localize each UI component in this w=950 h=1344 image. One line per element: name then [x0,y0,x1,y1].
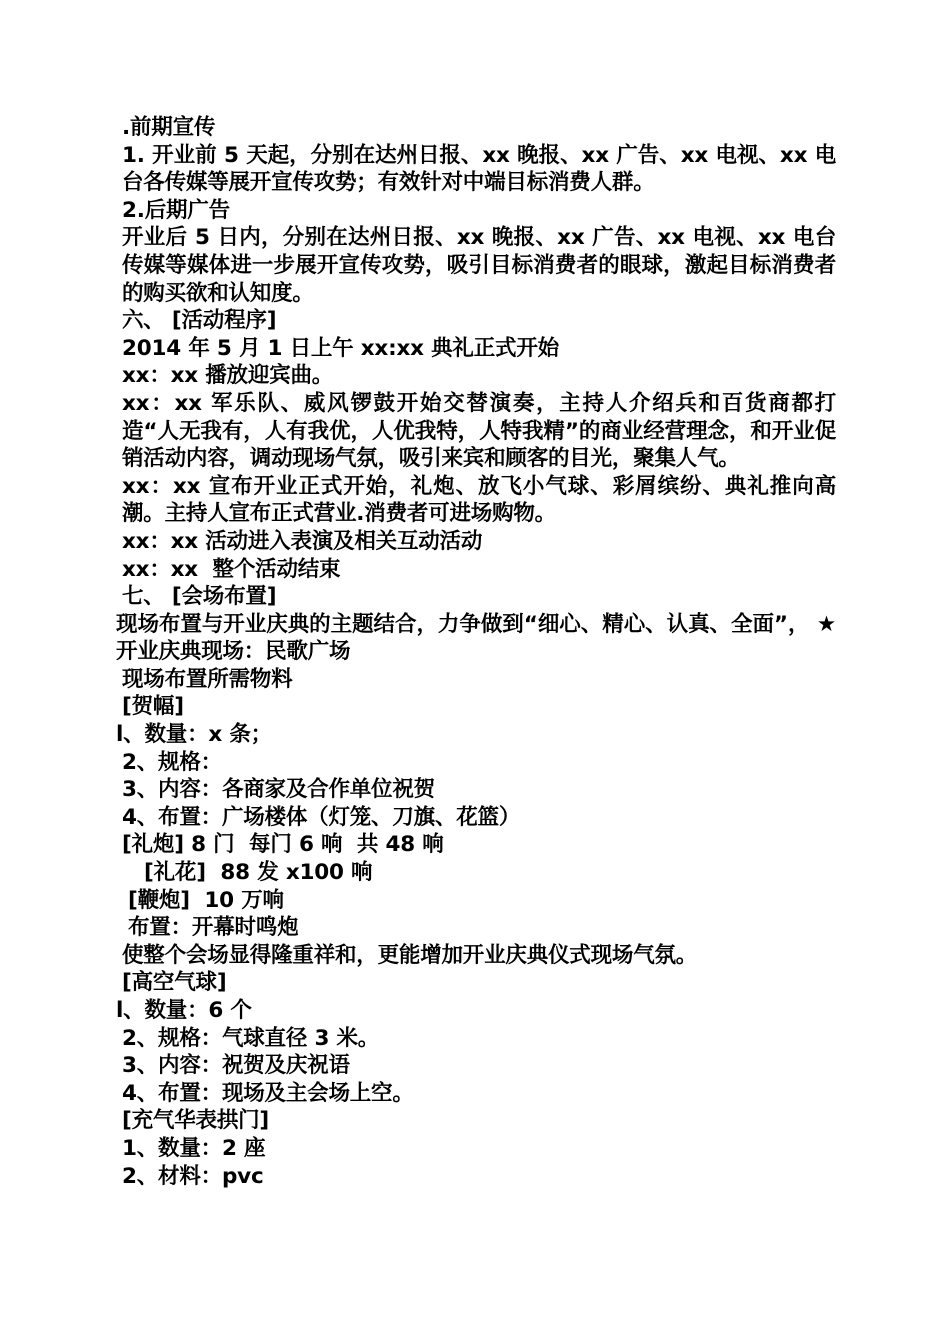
text-line: 3、内容：各商家及合作单位祝贺 [122,777,435,803]
text-line: 1、数量：2 座 [122,1135,266,1161]
document-body [116,114,836,1190]
text-paragraph: 开业后 5 日内，分别在达州日报、xx 晚报、xx 广告、xx 电视、xx 电台传媒等媒体进一步展开宣传攻势，吸引目标消费者的眼球，激起目标消费者的购买欲和认知度。 [122,225,836,306]
text-line: 2014 年 5 月 1 日上午 xx:xx 典礼正式开始 [122,335,559,361]
text-line: [高空气球] [122,970,227,996]
section-heading: 七、 [会场布置] [122,584,277,610]
text-line: 2.后期广告 [122,197,230,223]
text-line: [贺幅] [122,694,184,720]
text-line: [鞭炮] 10 万响 [128,887,284,913]
text-line: 使整个会场显得隆重祥和，更能增加开业庆典仪式现场气氛。 [122,942,698,968]
text-line: xx：xx 播放迎宾曲。 [122,363,334,389]
text-line: 4、布置：现场及主会场上空。 [122,1080,414,1106]
text-line: 2、规格：气球直径 3 米。 [122,1025,380,1051]
text-paragraph: 现场布置与开业庆典的主题结合，力争做到“细心、精心、认真、全面”， ★开业庆典现场：民歌广场 [116,611,836,665]
text-line: l、数量：x 条； [116,722,272,748]
text-line: xx：xx 活动进入表演及相关互动活动 [122,528,483,554]
text-line: 2、规格： [122,749,222,775]
text-line: 3、内容：祝贺及庆祝语 [122,1053,350,1079]
text-line: 2、材料：pvc [122,1163,264,1189]
text-line: 现场布置所需物料 [122,666,293,692]
text-line: 4、布置：广场楼体（灯笼、刀旗、花篮） [122,804,521,830]
text-line: .前期宣传 [122,115,216,140]
text-line: [礼炮] 8 门 每门 6 响 共 48 响 [122,832,444,858]
text-paragraph: xx：xx 军乐队、威风锣鼓开始交替演奏，主持人介绍兵和百货商都打造“人无我有，人有我优，人优我特，人特我精”的商业经营理念，和开业促销活动内容，调动现场气氛，吸引来宾和顾客的目光，聚集人气。 [122,390,836,472]
text-line: 布置：开幕时鸣炮 [128,915,299,941]
text-line: [充气华表拱门] [122,1108,270,1134]
section-heading: 六、 [活动程序] [122,308,277,334]
text-line: xx：xx 整个活动结束 [122,556,341,582]
text-line: l、数量：6 个 [116,998,252,1023]
text-paragraph: xx：xx 宣布开业正式开始，礼炮、放飞小气球、彩屑缤纷、典礼推向高潮。主持人宣布正式营业.消费者可进场购物。 [122,473,836,527]
text-line: [礼花] 88 发 x100 响 [144,860,373,886]
text-paragraph: 1. 开业前 5 天起，分别在达州日报、xx 晚报、xx 广告、xx 电视、xx 电台各传媒等展开宣传攻势；有效针对中端目标消费人群。 [122,142,836,196]
